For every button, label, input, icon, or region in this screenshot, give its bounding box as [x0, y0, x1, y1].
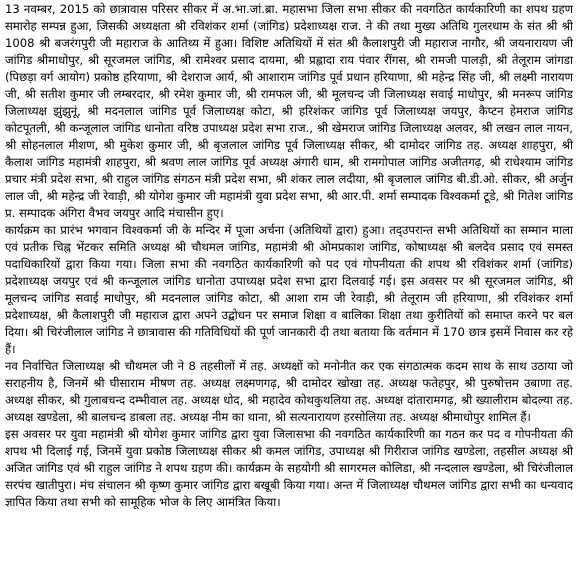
paragraph-youth-wing: इस अवसर पर युवा महामंत्री श्री योगेश कुमार जांगिड द्वारा युवा जिलासभा की नवगठित कार्यकारिणी का गठन कर पद व गोपनीयता की शपथ भी दिलाई गई, जिनमें युवा प्रकोष्ठ जिलाध्यक्ष सीकर श्री कमल जांगिड, उपाध्यक्ष श्री गिरीराज जांगिड खण्डेला, तहसील अध्यक्ष श्री अजित जांगिड एवं श्री राहुल जांगिड ने शपथ ग्रहण की। कार्यक्रम के सहयोगी श्री सागरमल कोलिडा, श्री नन्दलाल खण्डेला, श्री चिरंजीलाल सरपंच खातीपुरा। मंच संचालन श्री कृष्ण कुमार जांगिड द्वारा बखूबी किया गया। अन्त में जिलाध्यक्ष चौथमल जांगिड द्वारा सभी का धन्यवाद ज्ञापित किया तथा सभी को सामूहिक भोज के लिए आमंत्रित किया।: [5, 427, 573, 509]
paragraph-program-oath: कार्यक्रम का प्रारंभ भगवान विश्वकर्मा जी के मन्दिर में पूजा अर्चना (अतिथियों द्वारा) हुआ। तद्उपरान्त सभी अतिथियों का सम्मान माला एवं प्रतीक चिह्न भेंटकर समिति अध्यक्ष श्री चौथमल जांगिड, महामंत्री श्री ओमप्रकाश जांगिड, कोषाध्यक्ष श्री बलदेव प्रसाद एवं समस्त पदाधिकारियों द्वारा किया गया। जिला सभा की नवगठित कार्यकारिणी को पद एवं गोपनीयता की शपथ श्री रविशंकर शर्मा (जांगिड) प्रदेशाध्यक्ष जयपुर एवं श्री कन्जूलाल जांगिड धानोता उपाध्यक्ष प्रदेश सभा द्वारा दिलवाई गई। इस अवसर पर श्री सूरजमल जांगिड, श्री मूलचन्द जांगिड सवाई माधोपुर, श्री मदनलाल जांगिड कोटा, श्री आशा राम जी रेवाड़ी, श्री तेलूराम जी हरियाणा, श्री रविशंकर शर्मा प्रदेशाध्यक्ष, श्री कैलाशपुरी जी महाराज द्वारा अपने उद्बोधन पर समाज शिक्षा व बालिका शिक्षा तथा कुरीतियों को समाप्त करने पर बल दिया। श्री चिरंजीलाल जांगिड ने छात्रावास की गतिविधियों की पूर्ण जानकारी दी तथा बताया कि वर्तमान में 170 छात्र इसमें निवास कर रहे हैं।: [5, 223, 573, 356]
paragraph-ceremony-guests: 13 नवम्बर, 2015 को छात्रावास परिसर सीकर में अ.भा.जां.ब्रा. महासभा जिला सभा सीकर की नवगठित कार्यकारिणी का शपथ ग्रहण समारोह सम्पन्न हुआ, जिसकी अध्यक्षता श्री रविशंकर शर्मा (जांगिड) प्रदेशाध्यक्ष राज. ने की तथा मुख्य अतिथि गुलरधाम के संत श्री श्री 1008 श्री बजरंगपुरी जी महाराज के आतिथ्य में हुआ। विशिष्ट अतिथियों में संत श्री कैलाशपुरी जी महाराज नागौर, श्री जयनारायण जी जांगिड श्रीमाधोपुर, श्री सूरजमल जांगिड, श्री रामेश्वर प्रसाद दायमा, श्री प्रह्लादा राय पंवार रींगस, श्री रामजी पालड़ी, श्री तेलूराम जांगडा (पिछड़ा वर्ग आयोग) प्रकोष्ठ हरियाणा, श्री देशराज आर्य, श्री आशाराम जांगिड पूर्व प्रधान हरियाणा, श्री महेन्द्र सिंह जी, श्री लक्ष्मी नारायण जी, श्री सतीश कुमार जी लम्बरदार, श्री रमेश कुमार जी, श्री रामफल जी, श्री मूलचन्द जी जिलाध्यक्ष सवाई माधोपुर, श्री मनरूप जांगिड जिलाध्यक्ष झुंझुनूं, श्री मदनलाल जांगिड पूर्व जिलाध्यक्ष कोटा, श्री हरिशंकर जांगिड पूर्व जिलाध्यक्ष जयपुर, कैप्टन हेमराज जांगिड कोटपूतली, श्री कन्जूलाल जांगिड धानोता वरिष्ठ उपाध्यक्ष प्रदेश सभा राज., श्री खेमराज जांगिड जिलाध्यक्ष अलवर, श्री लखन लाल नायन, श्री सोहनलाल मीशण, श्री मुकेश कुमार जी, श्री बृजलाल जांगिड पूर्व जिलाध्यक्ष सीकर, श्री दामोदर जांगिड तह. अध्यक्ष शाहपुरा, श्री कैलाश जांगिड महामंत्री शाहपुरा, श्री श्रवण लाल जांगिड पूर्व अध्यक्ष अंगारी धाम, श्री रामगोपाल जांगिड अजीतगढ़, श्री राधेश्याम जांगिड प्रचार मंत्री प्रदेश सभा, श्री राहुल जांगिड संगठन मंत्री प्रदेश सभा, श्री शंकर लाल लदीया, श्री बृजलाल जांगिड बी.डी.ओ. सीकर, श्री अर्जुन लाल जी, श्री महेन्द्र जी रेवाड़ी, श्री योगेश कुमार जी महामंत्री युवा प्रदेश सभा, श्री आर.पी. शर्मा सम्पादक विश्वकर्मा टूडे, श्री गितेश जांगिड प्र. सम्पादक अंगिरा वैभव जयपुर आदि मंचासीन हुए।: [5, 2, 573, 220]
paragraph-tehsil-presidents: नव निर्वाचित जिलाध्यक्ष श्री चौथमल जी ने 8 तहसीलों में तह. अध्यक्षों को मनोनीत कर एक संगठात्मक कदम साथ के साथ उठाया जो सराहनीय है, जिनमें श्री घीसाराम मीषण तह. अध्यक्ष लक्ष्मणगढ़, श्री दामोदर खोखा तह. अध्यक्ष फतेहपुर, श्री पुरुषोत्तम उबाणा तह. अध्यक्ष सीकर, श्री गुलाबचन्द दम्भीवाल तह. अध्यक्ष धोद, श्री महादेव कोथकुथलिया तह. अध्यक्ष दांतारामगढ़, श्री ख्यालीराम बोदल्या तह. अध्यक्ष खण्डेला, श्री बालचन्द डाबला तह. अध्यक्ष नीम का थाना, श्री सत्यनारायण हरसोलिया तह. अध्यक्ष श्रीमाधोपुर शामिल हैं।: [5, 359, 573, 424]
